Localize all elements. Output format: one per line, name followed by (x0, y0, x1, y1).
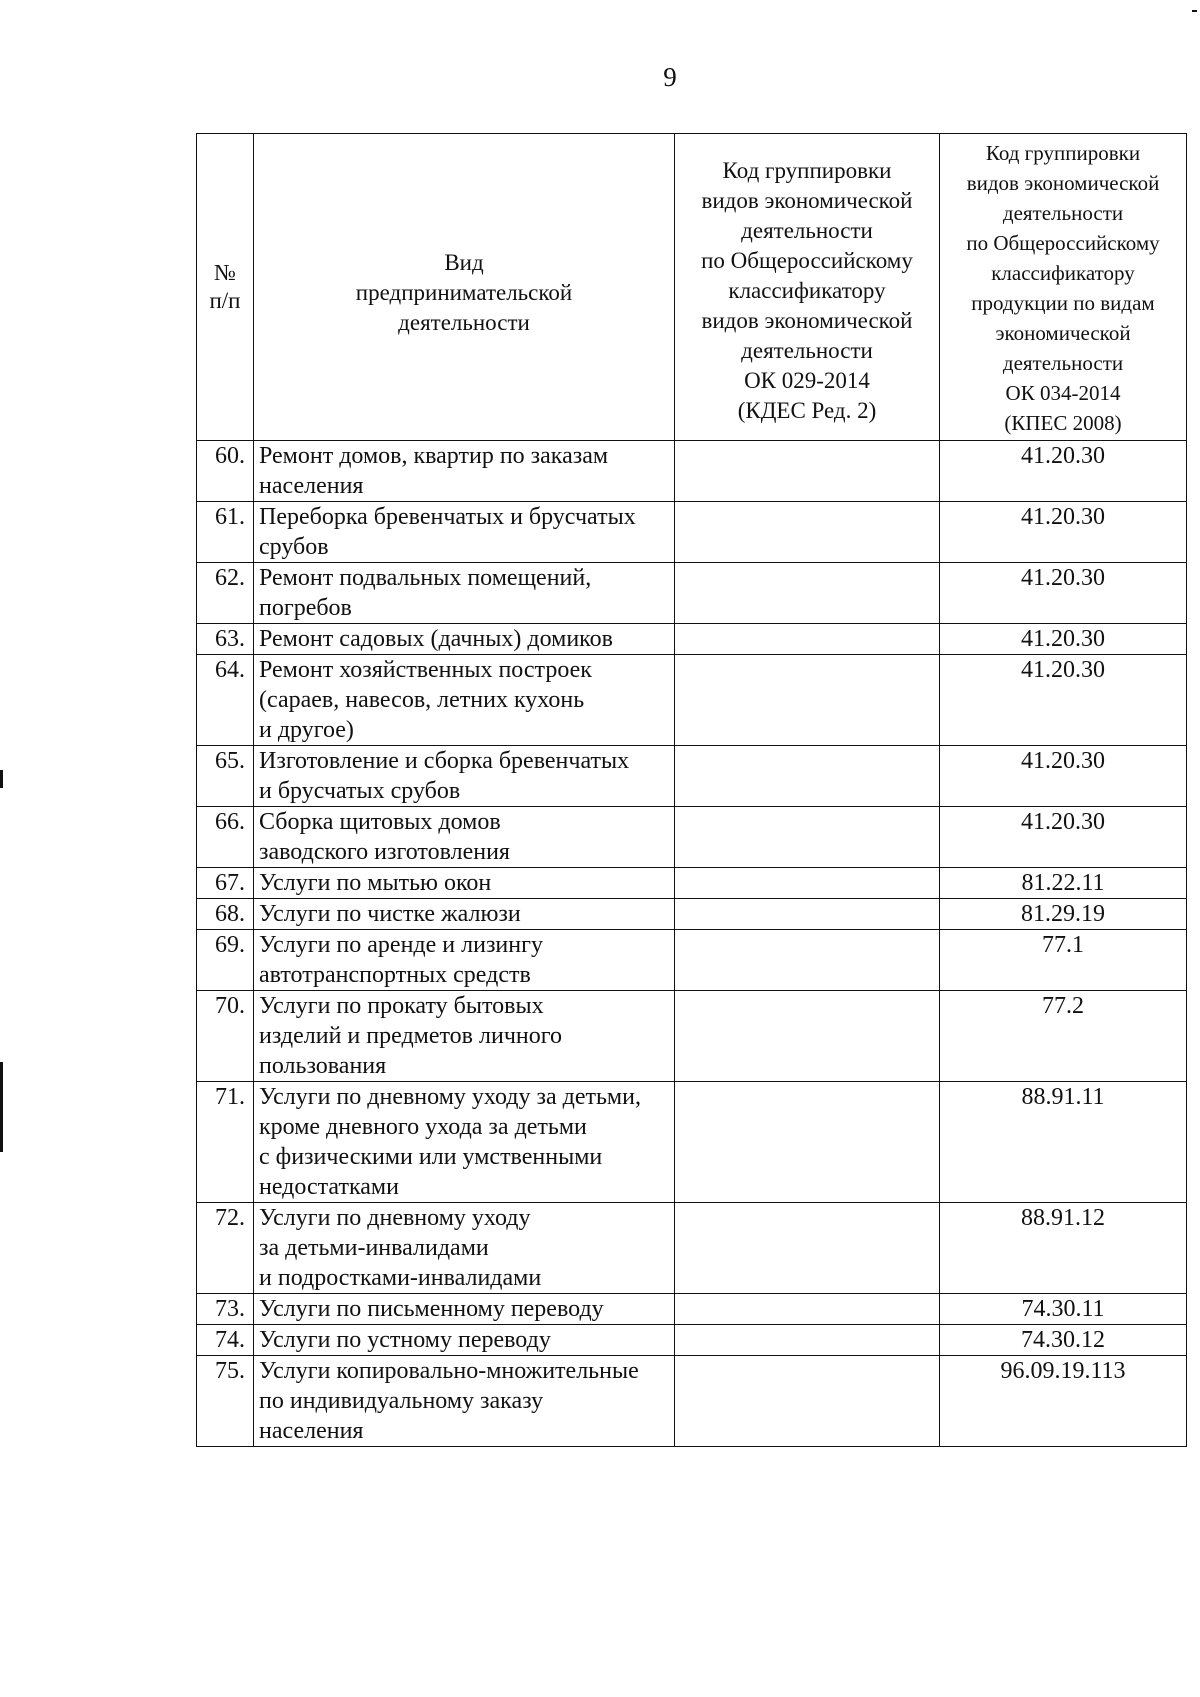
row-activity-type: Ремонт садовых (дачных) домиков (254, 624, 675, 655)
row-number: 64. (197, 655, 254, 746)
row-activity-type: Услуги по письменному переводу (254, 1294, 675, 1325)
row-okved-code (675, 746, 940, 807)
table-row (197, 807, 1187, 868)
row-number: 74. (197, 1325, 254, 1356)
row-activity-type: Услуги по устному переводу (254, 1325, 675, 1356)
row-okpd-code: 96.09.19.113 (940, 1356, 1187, 1447)
row-okved-code (675, 1082, 940, 1203)
row-activity-type: Услуги по мытью окон (254, 868, 675, 899)
row-activity-type: Сборка щитовых домов заводского изготовления (254, 807, 675, 868)
table-body (197, 441, 1187, 1447)
row-activity-type: Ремонт домов, квартир по заказам населения (254, 441, 675, 502)
row-okved-code (675, 930, 940, 991)
row-okved-code (675, 1294, 940, 1325)
row-okved-code (675, 441, 940, 502)
row-activity-type: Ремонт хозяйственных построек (сараев, навесов, летних кухонь и другое) (254, 655, 675, 746)
activity-codes-table (196, 133, 1187, 1447)
table-row (197, 1294, 1187, 1325)
row-activity-type: Услуги по дневному уходу за детьми, кроме дневного ухода за детьми с физическими или умственными недостатками (254, 1082, 675, 1203)
table-row (197, 655, 1187, 746)
row-okved-code (675, 502, 940, 563)
row-okpd-code: 74.30.11 (940, 1294, 1187, 1325)
row-okpd-code: 81.29.19 (940, 899, 1187, 930)
page-number: 9 (663, 62, 677, 92)
row-okved-code (675, 563, 940, 624)
row-number: 63. (197, 624, 254, 655)
row-okved-code (675, 624, 940, 655)
row-okpd-code: 88.91.12 (940, 1203, 1187, 1294)
table-row (197, 502, 1187, 563)
row-activity-type: Услуги по прокату бытовых изделий и предметов личного пользования (254, 991, 675, 1082)
table-row (197, 746, 1187, 807)
table-row (197, 991, 1187, 1082)
table-row (197, 1325, 1187, 1356)
table-row (197, 624, 1187, 655)
row-activity-type: Изготовление и сборка бревенчатых и брусчатых срубов (254, 746, 675, 807)
scan-edge-mark (1192, 10, 1197, 12)
row-okpd-code: 41.20.30 (940, 502, 1187, 563)
row-number: 72. (197, 1203, 254, 1294)
row-okved-code (675, 1356, 940, 1447)
table-row (197, 930, 1187, 991)
row-okpd-code: 41.20.30 (940, 655, 1187, 746)
table-row (197, 1203, 1187, 1294)
row-okpd-code: 41.20.30 (940, 746, 1187, 807)
table-row (197, 563, 1187, 624)
header-okved-code: Код группировки видов экономической деятельности по Общероссийскому классификатору видов экономической деятельности ОК 029-2014 (КДЕС Ред. 2) (675, 134, 940, 441)
row-number: 70. (197, 991, 254, 1082)
row-number: 67. (197, 868, 254, 899)
header-num: № п/п (197, 134, 254, 441)
row-okpd-code: 77.1 (940, 930, 1187, 991)
row-number: 73. (197, 1294, 254, 1325)
row-number: 62. (197, 563, 254, 624)
row-activity-type: Ремонт подвальных помещений, погребов (254, 563, 675, 624)
row-okved-code (675, 1325, 940, 1356)
row-okpd-code: 81.22.11 (940, 868, 1187, 899)
row-okpd-code: 77.2 (940, 991, 1187, 1082)
row-number: 71. (197, 1082, 254, 1203)
scan-edge-mark (0, 1062, 3, 1152)
row-activity-type: Услуги по чистке жалюзи (254, 899, 675, 930)
row-okpd-code: 41.20.30 (940, 563, 1187, 624)
table-row (197, 1356, 1187, 1447)
table-row (197, 441, 1187, 502)
row-activity-type: Услуги по аренде и лизингу автотранспортных средств (254, 930, 675, 991)
row-number: 60. (197, 441, 254, 502)
row-okved-code (675, 868, 940, 899)
row-okved-code (675, 1203, 940, 1294)
row-okved-code (675, 655, 940, 746)
row-activity-type: Переборка бревенчатых и брусчатых срубов (254, 502, 675, 563)
row-okpd-code: 41.20.30 (940, 441, 1187, 502)
row-okved-code (675, 807, 940, 868)
table-header-row (197, 134, 1187, 441)
row-number: 66. (197, 807, 254, 868)
table-row (197, 899, 1187, 930)
row-okpd-code: 88.91.11 (940, 1082, 1187, 1203)
table-row (197, 1082, 1187, 1203)
row-number: 61. (197, 502, 254, 563)
header-okpd-code: Код группировки видов экономической деятельности по Общероссийскому классификатору продукции по видам экономической деятельности ОК 034-2014 (КПЕС 2008) (940, 134, 1187, 441)
scan-edge-mark (0, 770, 3, 788)
row-number: 68. (197, 899, 254, 930)
row-number: 65. (197, 746, 254, 807)
row-activity-type: Услуги копировально-множительные по индивидуальному заказу населения (254, 1356, 675, 1447)
header-activity-type: Вид предпринимательской деятельности (254, 134, 675, 441)
row-activity-type: Услуги по дневному уходу за детьми-инвалидами и подростками-инвалидами (254, 1203, 675, 1294)
row-okved-code (675, 991, 940, 1082)
table-row (197, 868, 1187, 899)
row-okpd-code: 74.30.12 (940, 1325, 1187, 1356)
row-number: 75. (197, 1356, 254, 1447)
row-okpd-code: 41.20.30 (940, 624, 1187, 655)
row-number: 69. (197, 930, 254, 991)
row-okpd-code: 41.20.30 (940, 807, 1187, 868)
row-okved-code (675, 899, 940, 930)
